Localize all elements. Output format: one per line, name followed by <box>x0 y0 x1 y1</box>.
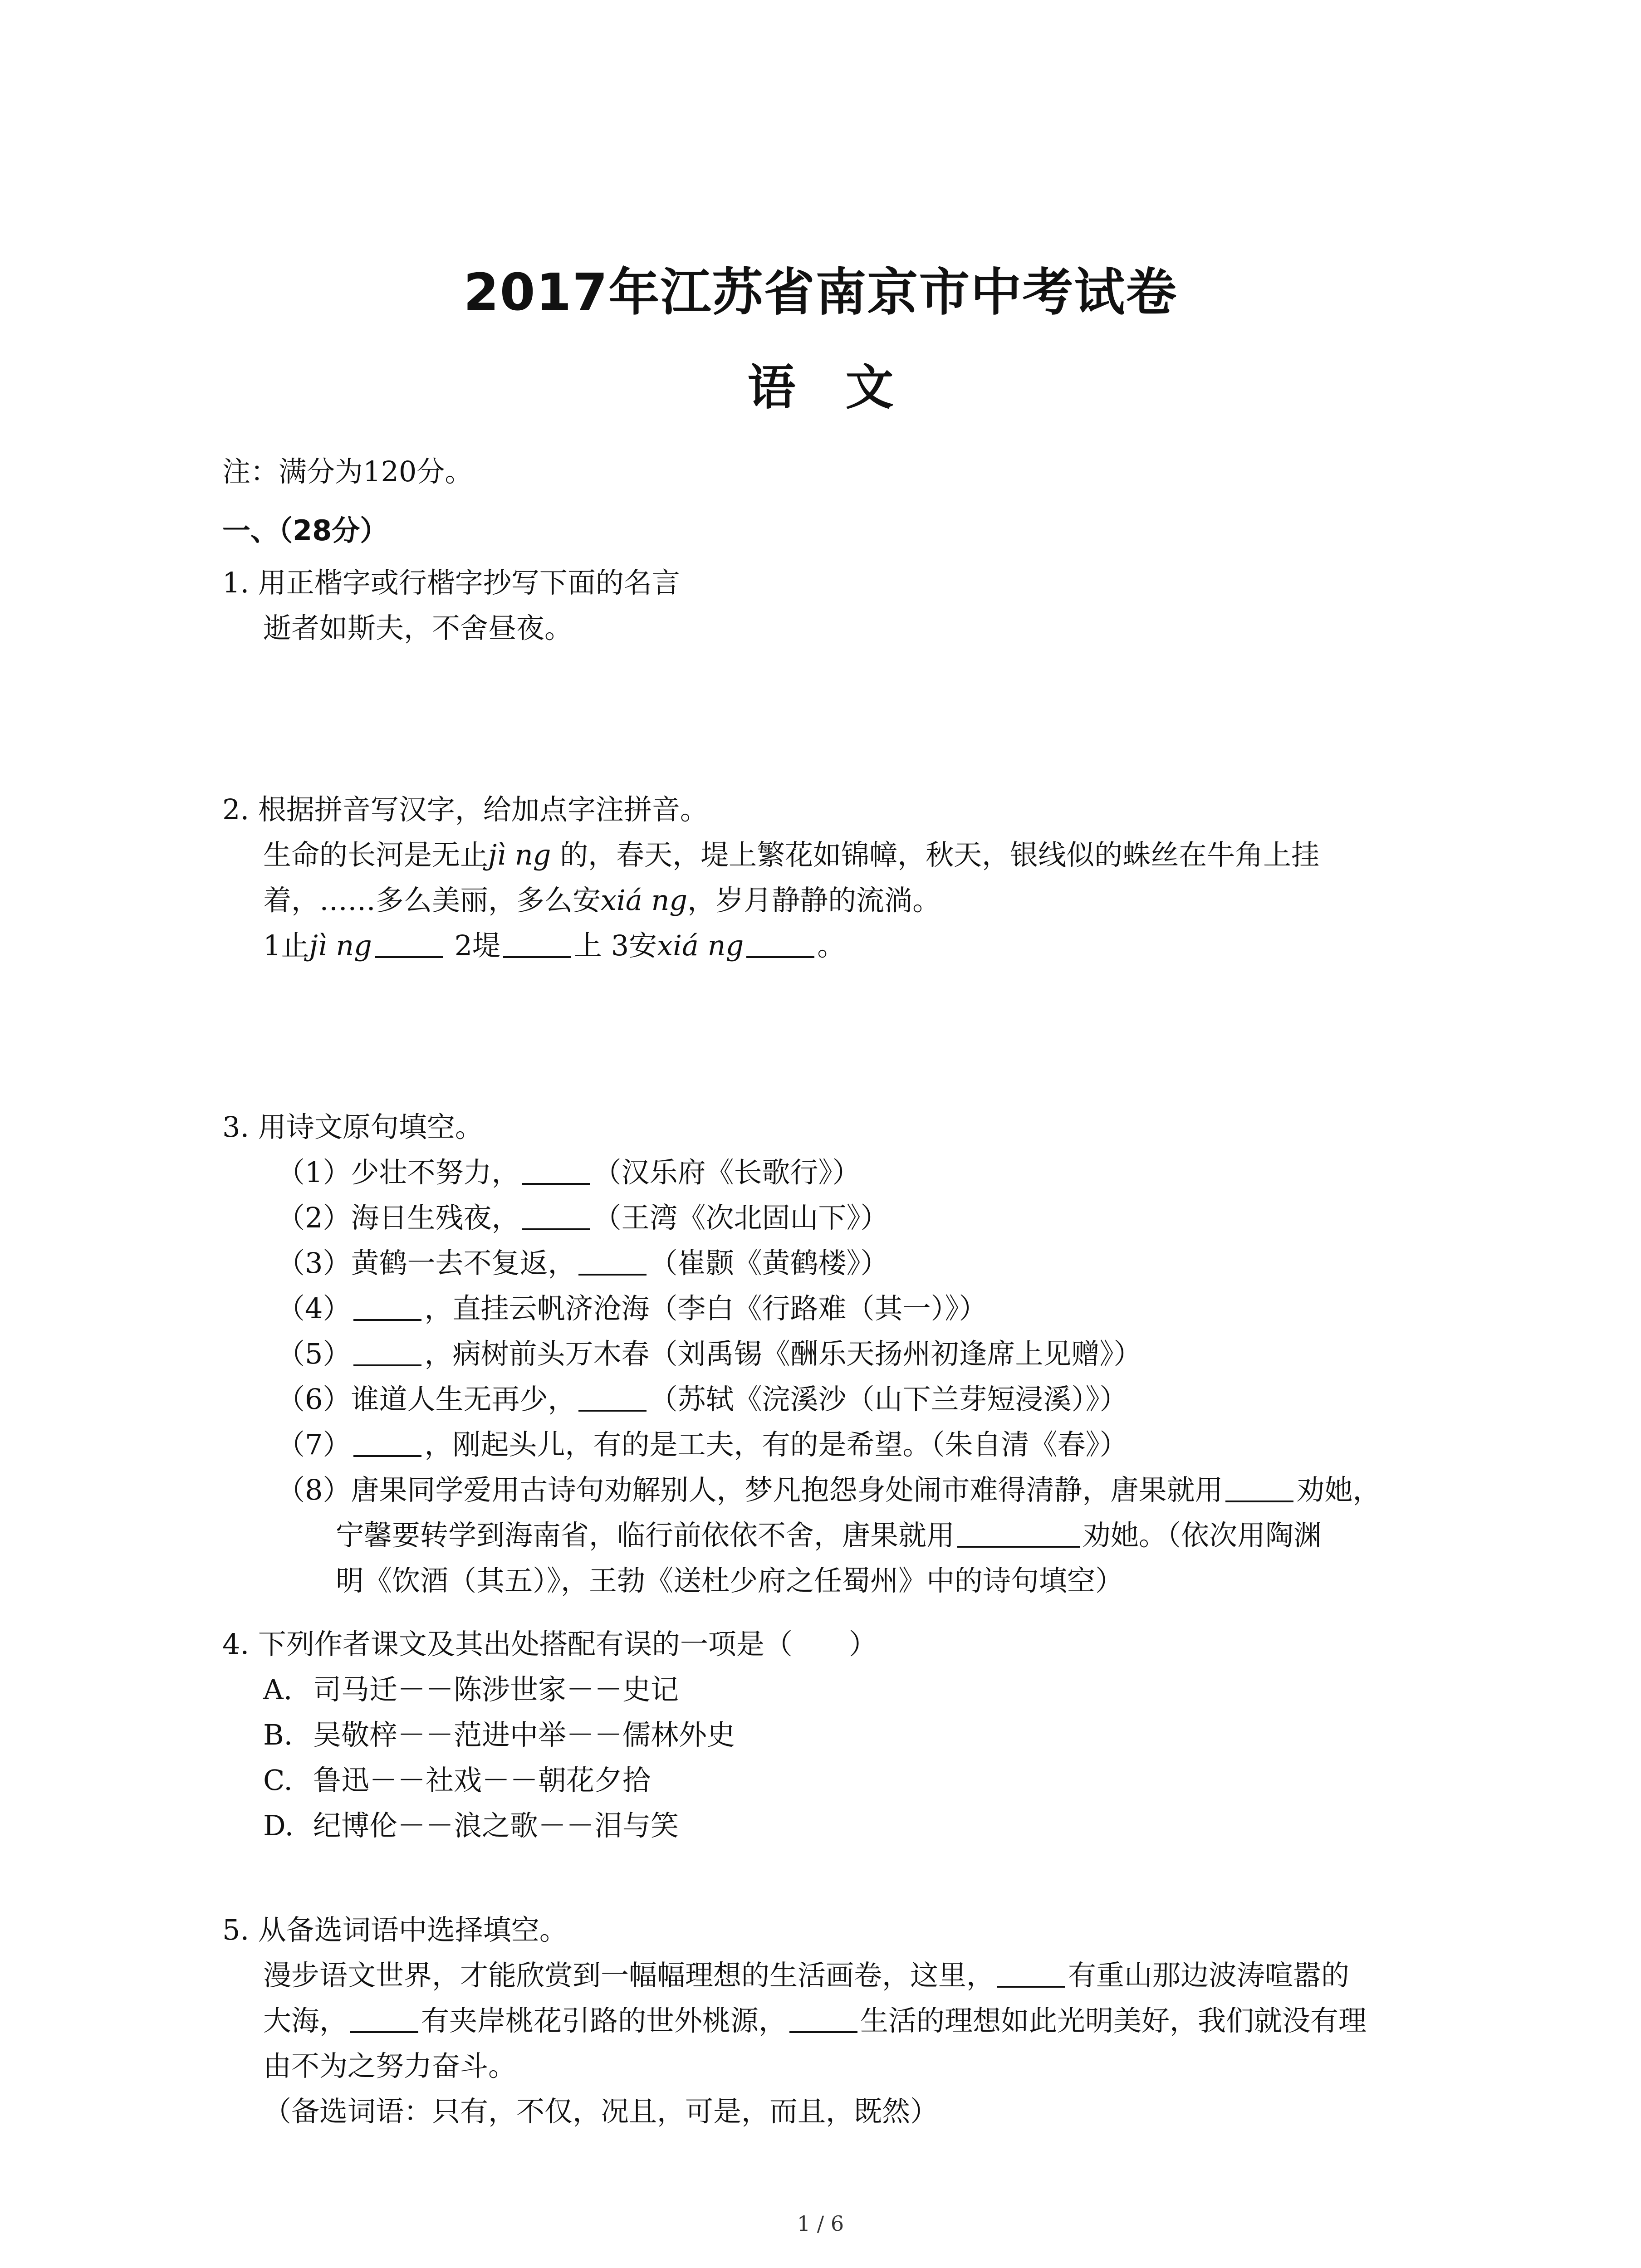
answer-blank[interactable] <box>353 1292 421 1321</box>
q5-stem: 5. 从备选词语中选择填空。 <box>222 1913 568 1946</box>
q3-item-1: （1）少壮不努力， （汉乐府《长歌行》） <box>277 1156 861 1189</box>
q5-passage-line1: 漫步语文世界，才能欣赏到一幅幅理想的生活画卷，这里， 有重山那边波涛喧嚣的 <box>263 1959 1350 1992</box>
answer-blank[interactable] <box>375 929 443 958</box>
q1-stem: 1. 用正楷字或行楷字抄写下面的名言 <box>222 566 680 599</box>
exam-title: 2017年江苏省南京市中考试卷 <box>463 263 1178 322</box>
q4-option-c[interactable]: C. 鲁迅－－社戏－－朝花夕拾 <box>263 1764 651 1797</box>
answer-blank[interactable] <box>789 2004 857 2033</box>
q3-item-4: （4） ，直挂云帆济沧海（李白《行路难（其一）》） <box>277 1292 987 1325</box>
answer-blank[interactable] <box>353 1337 421 1366</box>
q2-passage-line1: 生命的长河是无止jì ng 的，春天，堤上繁花如锦幛，秋天，银线似的蛛丝在牛角上挂 <box>263 838 1320 871</box>
q5-passage-line2: 大海， 有夹岸桃花引路的世外桃源， 生活的理想如此光明美好，我们就没有理 <box>263 2004 1367 2037</box>
q3-item-7: （7） ，刚起头儿，有的是工夫，有的是希望。（朱自清《春》） <box>277 1428 1128 1461</box>
answer-blank[interactable] <box>522 1156 590 1185</box>
answer-blank[interactable] <box>957 1519 1080 1548</box>
page-number: 1 / 6 <box>797 2211 844 2236</box>
q2-passage-line2: 着，……多么美丽，多么安xiá ng，岁月静静的流淌。 <box>263 884 941 917</box>
q3-item-8-line1: （8）唐果同学爱用古诗句劝解别人，梦凡抱怨身处闹市难得清静，唐果就用 劝她， <box>277 1473 1381 1506</box>
q4-option-d[interactable]: D. 纪博伦－－浪之歌－－泪与笑 <box>263 1809 679 1842</box>
q4-stem: 4. 下列作者课文及其出处搭配有误的一项是（ ） <box>222 1628 877 1661</box>
answer-blank[interactable] <box>746 929 814 958</box>
answer-blank[interactable] <box>503 929 571 958</box>
q3-item-8-line3: 明《饮酒（其五）》，王勃《送杜少府之任蜀州》中的诗句填空） <box>336 1564 1124 1597</box>
answer-blank[interactable] <box>522 1201 590 1230</box>
q3-item-5: （5） ，病树前头万木春（刘禹锡《酬乐天扬州初逢席上见赠》） <box>277 1337 1142 1370</box>
subject-title: 语文 <box>747 360 944 415</box>
section-heading: 一、（28分） <box>222 514 388 547</box>
q5-passage-line3: 由不为之努力奋斗。 <box>263 2049 517 2082</box>
answer-blank[interactable] <box>350 2004 418 2033</box>
answer-blank[interactable] <box>578 1383 647 1412</box>
q1-quote: 逝者如斯夫，不舍昼夜。 <box>263 611 573 645</box>
q4-option-a[interactable]: A. 司马迁－－陈涉世家－－史记 <box>263 1673 679 1706</box>
q4-option-b[interactable]: B. 吴敬梓－－范进中举－－儒林外史 <box>263 1718 735 1751</box>
q5-word-options: （备选词语：只有，不仅，况且，可是，而且，既然） <box>263 2095 939 2128</box>
q3-item-8-line2: 宁馨要转学到海南省，临行前依依不舍，唐果就用 劝她。（依次用陶渊 <box>336 1519 1322 1552</box>
score-note: 注：满分为120分。 <box>222 455 473 488</box>
q3-item-6: （6）谁道人生无再少， （苏轼《浣溪沙（山下兰芽短浸溪）》） <box>277 1383 1128 1416</box>
answer-blank[interactable] <box>1225 1473 1293 1502</box>
pinyin-jing: jì ng <box>488 838 551 871</box>
answer-blank[interactable] <box>997 1959 1065 1988</box>
q2-stem: 2. 根据拼音写汉字，给加点字注拼音。 <box>222 793 708 826</box>
q3-item-2: （2）海日生残夜， （王湾《次北固山下》） <box>277 1201 889 1234</box>
q3-item-3: （3）黄鹤一去不复返， （崔颢《黄鹤楼》） <box>277 1246 889 1280</box>
answer-blank[interactable] <box>578 1246 647 1276</box>
q3-stem: 3. 用诗文原句填空。 <box>222 1110 483 1144</box>
q2-answer-line: 1止jì ng 2堤 上 3安xiá ng 。 <box>263 929 846 962</box>
pinyin-xiang: xiá ng <box>601 884 688 917</box>
answer-blank[interactable] <box>353 1428 421 1457</box>
